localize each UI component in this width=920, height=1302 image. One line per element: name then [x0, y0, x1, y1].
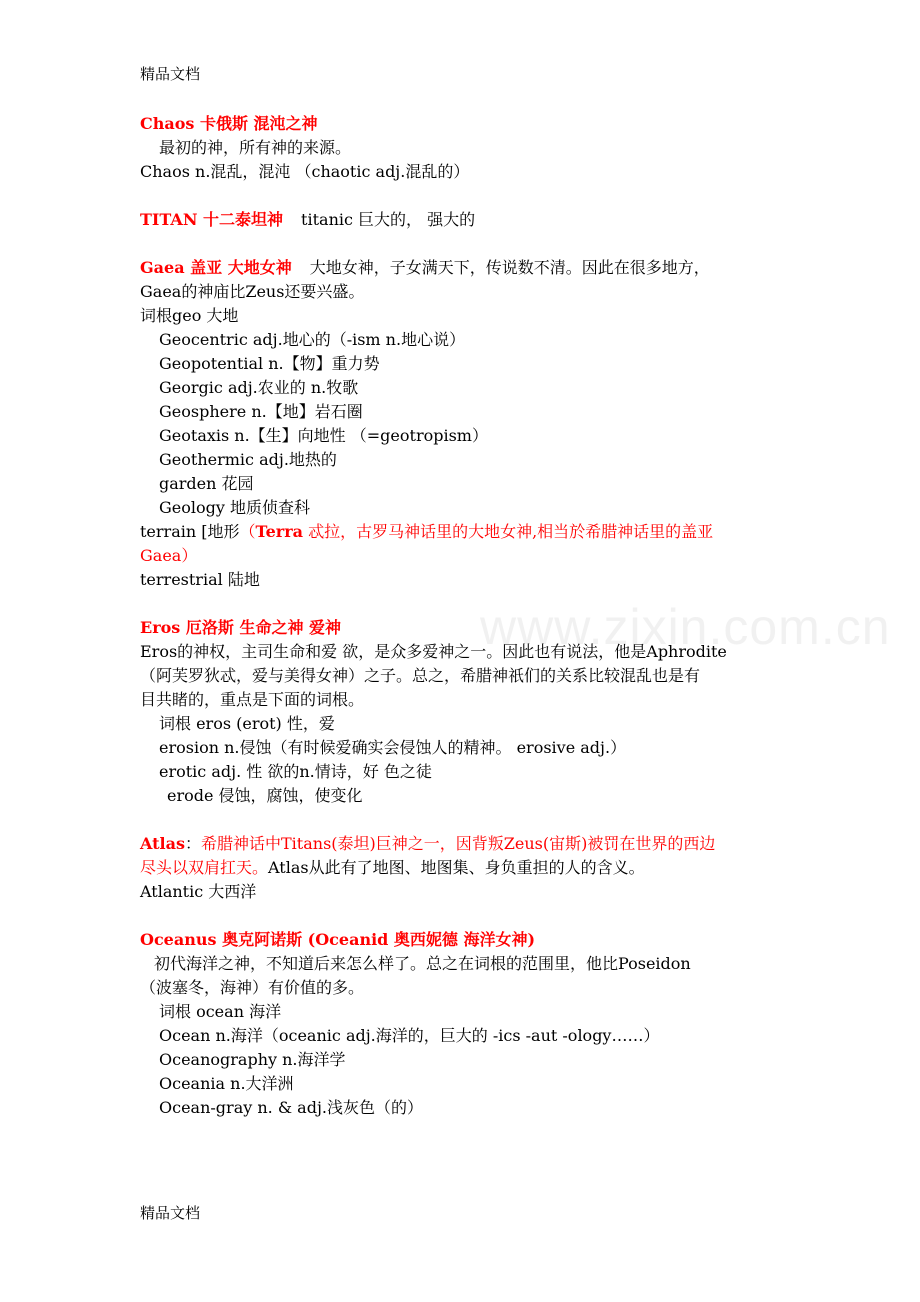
chaos-word: Chaos n.混乱，混沌 （chaotic adj.混乱的）	[140, 162, 470, 181]
terra-word: Terra	[255, 522, 303, 541]
oceanus-root: 词根 ocean 海洋	[159, 1002, 282, 1021]
gaea-root: 词根geo 大地	[140, 306, 239, 325]
word-entry: erotic adj. 性 欲的n.情诗，好 色之徒	[159, 762, 432, 781]
word-entry: garden 花园	[159, 474, 254, 493]
word-entry: Geopotential n.【物】重力势	[159, 354, 380, 373]
page-footer: 精品文档	[140, 1204, 201, 1222]
document-body	[140, 112, 785, 1120]
section-title-eros: Eros 厄洛斯 生命之神 爱神	[140, 618, 342, 637]
eros-root: 词根 eros (erot) 性，爱	[159, 714, 335, 733]
gaea-description-2: Gaea的神庙比Zeus还要兴盛。	[140, 282, 365, 301]
word-entry: erosion n.侵蚀（有时候爱确实会侵蚀人的精神。 erosive adj.）	[159, 738, 627, 757]
section-title-chaos: Chaos 卡俄斯 混沌之神	[140, 114, 318, 133]
gaea-line	[140, 256, 785, 280]
word-entry: Oceanography n.海洋学	[159, 1050, 346, 1069]
atlas-red-2: 尽头以双肩扛天。	[140, 858, 269, 877]
word-entry: erode 侵蚀，腐蚀，使变化	[167, 786, 363, 805]
atlas-red-1: 希腊神话中Titans(泰坦)巨神之一，因背叛Zeus(宙斯)被罚在世界的西边	[201, 834, 716, 853]
gaea-description-1: 大地女神，子女满天下，传说数不清。因此在很多地方，	[309, 258, 710, 277]
word-entry: Ocean n.海洋（oceanic adj.海洋的，巨大的 -ics -aut -ology……）	[159, 1026, 660, 1045]
terrain-prefix: terrain [地形	[140, 522, 240, 541]
terrestrial-word: terrestrial 陆地	[140, 570, 260, 589]
oceanus-description-1: 初代海洋之神，不知道后来怎么样了。总之在词根的范围里，他比Poseidon	[154, 954, 691, 973]
titan-description: titanic 巨大的， 强大的	[301, 210, 476, 229]
atlas-line-1	[140, 832, 785, 856]
terrain-close: ）	[181, 546, 198, 565]
eros-description-1: Eros的神权，主司生命和爱 欲，是众多爱神之一。因此也有说法，他是Aphrodite	[140, 642, 727, 661]
section-title-oceanus: Oceanus 奥克阿诺斯 (Oceanid 奥西妮德 海洋女神)	[140, 930, 536, 949]
word-entry: Georgic adj.农业的 n.牧歌	[159, 378, 359, 397]
section-title-titan: TITAN 十二泰坦神	[140, 210, 284, 229]
terrain-gaea: Gaea	[140, 546, 182, 565]
atlantic-word: Atlantic 大西洋	[140, 882, 257, 901]
watermark: www.zixin.com.cn	[480, 599, 891, 655]
word-entry: Geology 地质侦查科	[159, 498, 311, 517]
eros-description-2: （阿芙罗狄忒，爱与美得女神）之子。总之，希腊神祇们的关系比较混乱也是有	[140, 666, 701, 685]
section-title-gaea: Gaea 盖亚 大地女神	[140, 258, 292, 277]
atlas-line-2	[140, 856, 785, 880]
terrain-line-2	[140, 544, 785, 568]
word-entry: Geocentric adj.地心的（-ism n.地心说）	[159, 330, 466, 349]
atlas-colon: ：	[184, 834, 201, 853]
terrain-line	[140, 520, 785, 544]
word-entry: Geotaxis n.【生】向地性 （=geotropism）	[159, 426, 488, 445]
atlas-black-2: Atlas从此有了地图、地图集、身负重担的人的含义。	[268, 858, 645, 877]
word-entry: Geosphere n.【地】岩石圈	[159, 402, 363, 421]
chaos-description: 最初的神，所有神的来源。	[159, 138, 352, 157]
oceanus-description-2: （波塞冬，海神）有价值的多。	[140, 978, 365, 997]
section-title-atlas: Atlas	[140, 834, 185, 853]
word-entry: Geothermic adj.地热的	[159, 450, 337, 469]
page-header: 精品文档	[140, 65, 201, 83]
terrain-red-text: 忒拉，古罗马神话里的大地女神,相当於希腊神话里的盖亚	[303, 522, 714, 541]
terrain-paren: （	[239, 522, 256, 541]
word-entry: Oceania n.大洋洲	[159, 1074, 294, 1093]
word-entry: Ocean-gray n. & adj.浅灰色（的）	[159, 1098, 423, 1117]
titan-line	[140, 208, 785, 232]
eros-description-3: 目共睹的，重点是下面的词根。	[140, 690, 365, 709]
